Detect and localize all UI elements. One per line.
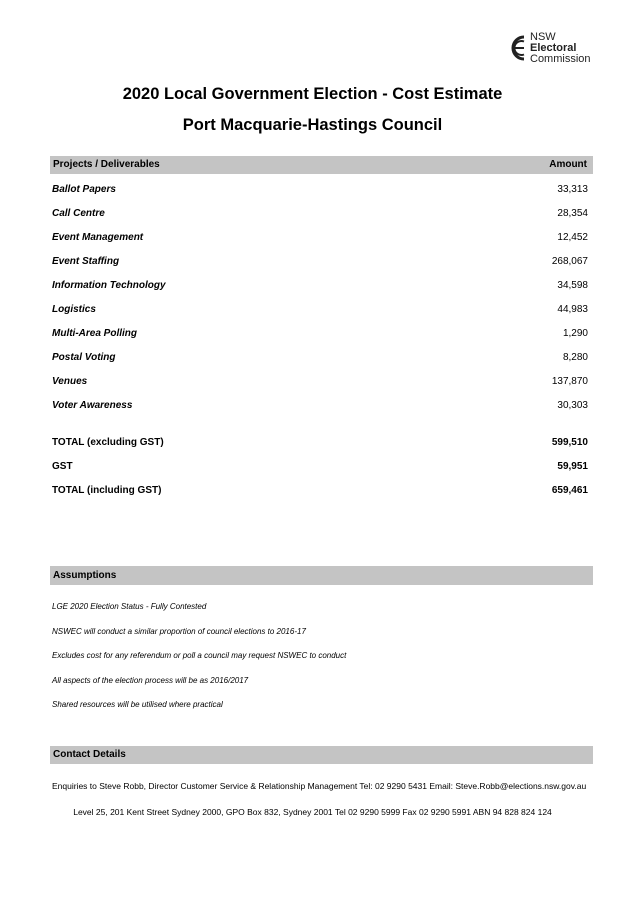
table-row (52, 204, 588, 228)
nswec-logo-mark-icon (506, 34, 528, 62)
row-amount: 30,303 (557, 400, 588, 411)
table-row (52, 276, 588, 300)
assumption-item: NSWEC will conduct a similar proportion of council elections to 2016-17 (52, 626, 306, 636)
table-row (52, 324, 588, 348)
table-row (52, 372, 588, 396)
row-label: Call Centre (52, 208, 105, 219)
table-row (52, 180, 588, 204)
row-label: Postal Voting (52, 352, 116, 363)
total-amount: 659,461 (551, 485, 588, 496)
assumption-item: Excludes cost for any referendum or poll a council may request NSWEC to conduct (52, 651, 347, 660)
table-row (52, 252, 588, 276)
total-label: TOTAL (including GST) (52, 485, 162, 496)
total-label: GST (52, 461, 73, 472)
row-amount: 12,452 (557, 232, 588, 243)
total-amount: 59,951 (557, 461, 588, 472)
total-row-including-gst (52, 481, 588, 505)
row-amount: 33,313 (557, 184, 588, 195)
row-label: Event Management (52, 232, 144, 243)
row-label: Voter Awareness (52, 400, 133, 411)
logo-text (530, 32, 591, 65)
row-amount: 268,067 (551, 256, 588, 267)
row-label: Ballot Papers (52, 184, 116, 195)
row-label: Logistics (52, 304, 96, 315)
contact-details-heading: Contact Details (50, 746, 593, 764)
assumption-item: All aspects of the election process will be as 2016/2017 (52, 675, 249, 685)
assumptions-heading: Assumptions (50, 566, 593, 585)
assumption-item: LGE 2020 Election Status - Fully Contested (52, 602, 207, 611)
column-header-projects: Projects / Deliverables (53, 159, 160, 170)
nswec-logo (506, 32, 602, 68)
logo-line-1: NSW (530, 31, 556, 43)
row-amount: 34,598 (557, 280, 588, 291)
row-label: Event Staffing (52, 256, 120, 267)
row-amount: 28,354 (557, 208, 588, 219)
table-row (52, 348, 588, 372)
row-label: Venues (52, 376, 88, 387)
column-header-amount: Amount (549, 159, 587, 170)
row-amount: 8,280 (562, 352, 588, 363)
page-subtitle: Port Macquarie-Hastings Council (182, 116, 443, 134)
total-amount: 599,510 (551, 437, 588, 448)
table-row (52, 300, 588, 324)
logo-line-3: Commission (530, 53, 591, 65)
row-label: Information Technology (52, 280, 166, 291)
cost-table-body (52, 180, 588, 420)
row-amount: 44,983 (557, 304, 588, 315)
footer-address: Level 25, 201 Kent Street Sydney 2000, GPO Box 832, Sydney 2001 Tel 02 9290 5999 Fax 02 9290 5991 ABN 94 828 824 124 (73, 807, 552, 817)
total-label: TOTAL (excluding GST) (52, 437, 164, 448)
row-amount: 137,870 (551, 376, 588, 387)
table-header (50, 156, 593, 174)
row-label: Multi-Area Polling (52, 328, 137, 339)
contact-enquiries: Enquiries to Steve Robb, Director Customer Service & Relationship Management Tel: 02 9290 5431 Email: Steve.Robb@elections.nsw.gov.au (52, 781, 587, 791)
table-row (52, 396, 588, 420)
totals-section (52, 433, 588, 505)
assumption-item: Shared resources will be utilised where practical (52, 700, 223, 709)
page-title: 2020 Local Government Election - Cost Estimate (122, 85, 503, 103)
total-row-gst (52, 457, 588, 481)
row-amount: 1,290 (562, 328, 588, 339)
assumptions-list (52, 598, 592, 721)
table-row (52, 228, 588, 252)
total-row-excluding-gst (52, 433, 588, 457)
logo-line-2: Electoral (530, 42, 577, 54)
